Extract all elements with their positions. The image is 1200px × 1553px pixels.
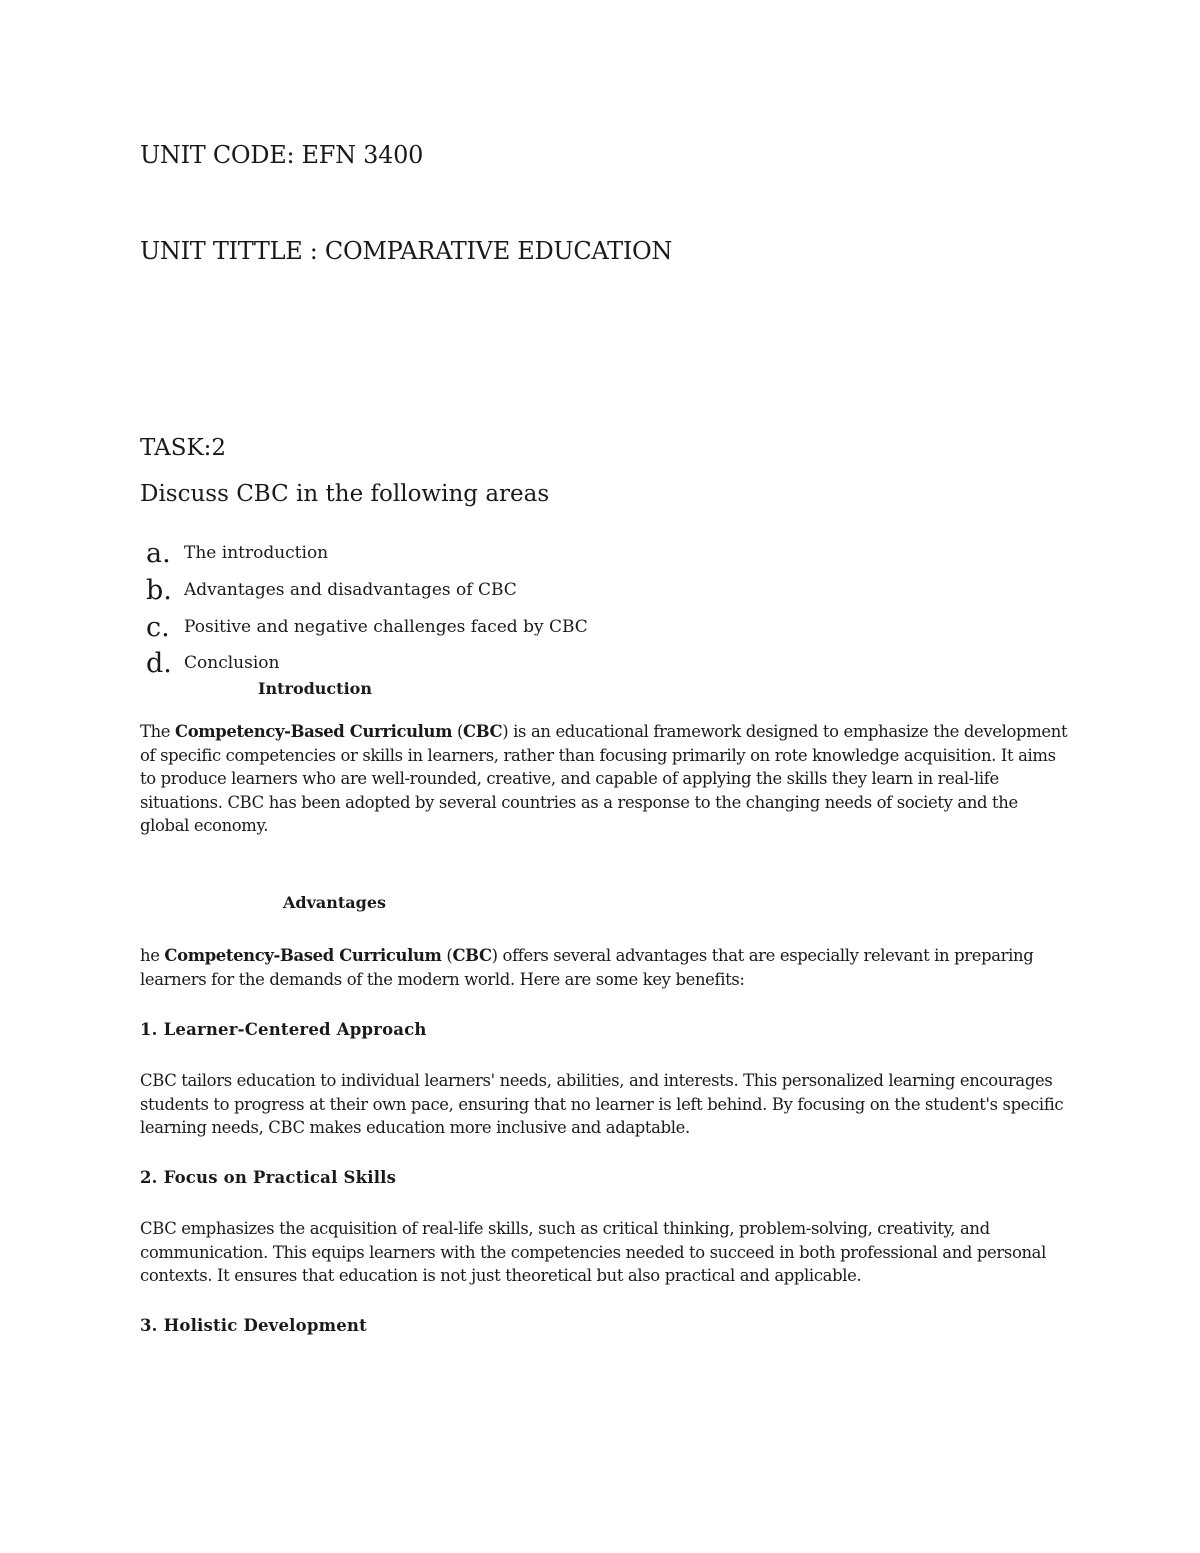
unit-title: UNIT TITTLE : COMPARATIVE EDUCATION xyxy=(140,237,673,265)
task-list-item xyxy=(146,535,328,571)
adv-term: Competency-Based Curriculum xyxy=(164,946,442,965)
adv-abbr: CBC xyxy=(452,946,492,965)
point-body: CBC emphasizes the acquisition of real-life skills, such as critical thinking, problem-solving, creativity, and communication. This equips learners with the competencies needed to succeed in both professional and personal contexts. It ensures that education is not just theoretical but also practical and applicable. xyxy=(140,1219,1046,1285)
point-heading: 2. Focus on Practical Skills xyxy=(140,1168,397,1187)
list-text: Conclusion xyxy=(184,653,280,673)
intro-text: The xyxy=(140,722,175,741)
task-list-item xyxy=(146,645,279,681)
introduction-heading: Introduction xyxy=(258,679,372,698)
list-text: Advantages and disadvantages of CBC xyxy=(184,580,517,600)
task-list-item xyxy=(146,572,517,608)
advantages-paragraph xyxy=(140,944,1070,991)
intro-text: ( xyxy=(452,722,464,741)
list-letter: a. xyxy=(146,537,171,569)
list-letter: c. xyxy=(146,611,170,643)
task-prompt: Discuss CBC in the following areas xyxy=(140,481,550,507)
adv-text: ) offers several advantages that are especially relevant in preparing learners for the demands of the modern world. Here are some key benefits: xyxy=(140,946,1034,989)
list-letter: b. xyxy=(146,574,172,606)
list-letter: d. xyxy=(146,647,172,679)
point-body: CBC tailors education to individual learners' needs, abilities, and interests. This personalized learning encourages students to progress at their own pace, ensuring that no learner is left behind. By focusing on the student's specific learning needs, CBC makes education more inclusive and adaptable. xyxy=(140,1071,1064,1137)
intro-text: ) is an educational framework designed to emphasize the development of specific competencies or skills in learners, rather than focusing primarily on rote knowledge acquisition. It aims to produce learners who are well-rounded, creative, and capable of applying the skills they learn in real-life situations. CBC has been adopted by several countries as a response to the changing needs of society and the global economy. xyxy=(140,722,1068,835)
adv-text: ( xyxy=(441,946,453,965)
task-list-item xyxy=(146,609,588,645)
intro-abbr: CBC xyxy=(463,722,503,741)
point-heading: 1. Learner-Centered Approach xyxy=(140,1020,427,1039)
introduction-paragraph xyxy=(140,720,1070,838)
advantages-heading: Advantages xyxy=(283,893,387,912)
adv-text: he xyxy=(140,946,165,965)
list-text: Positive and negative challenges faced by CBC xyxy=(184,617,588,637)
task-label: TASK:2 xyxy=(140,435,227,461)
list-text: The introduction xyxy=(184,543,329,563)
intro-term: Competency-Based Curriculum xyxy=(175,722,453,741)
unit-code: UNIT CODE: EFN 3400 xyxy=(140,141,424,169)
point-heading: 3. Holistic Development xyxy=(140,1316,367,1335)
